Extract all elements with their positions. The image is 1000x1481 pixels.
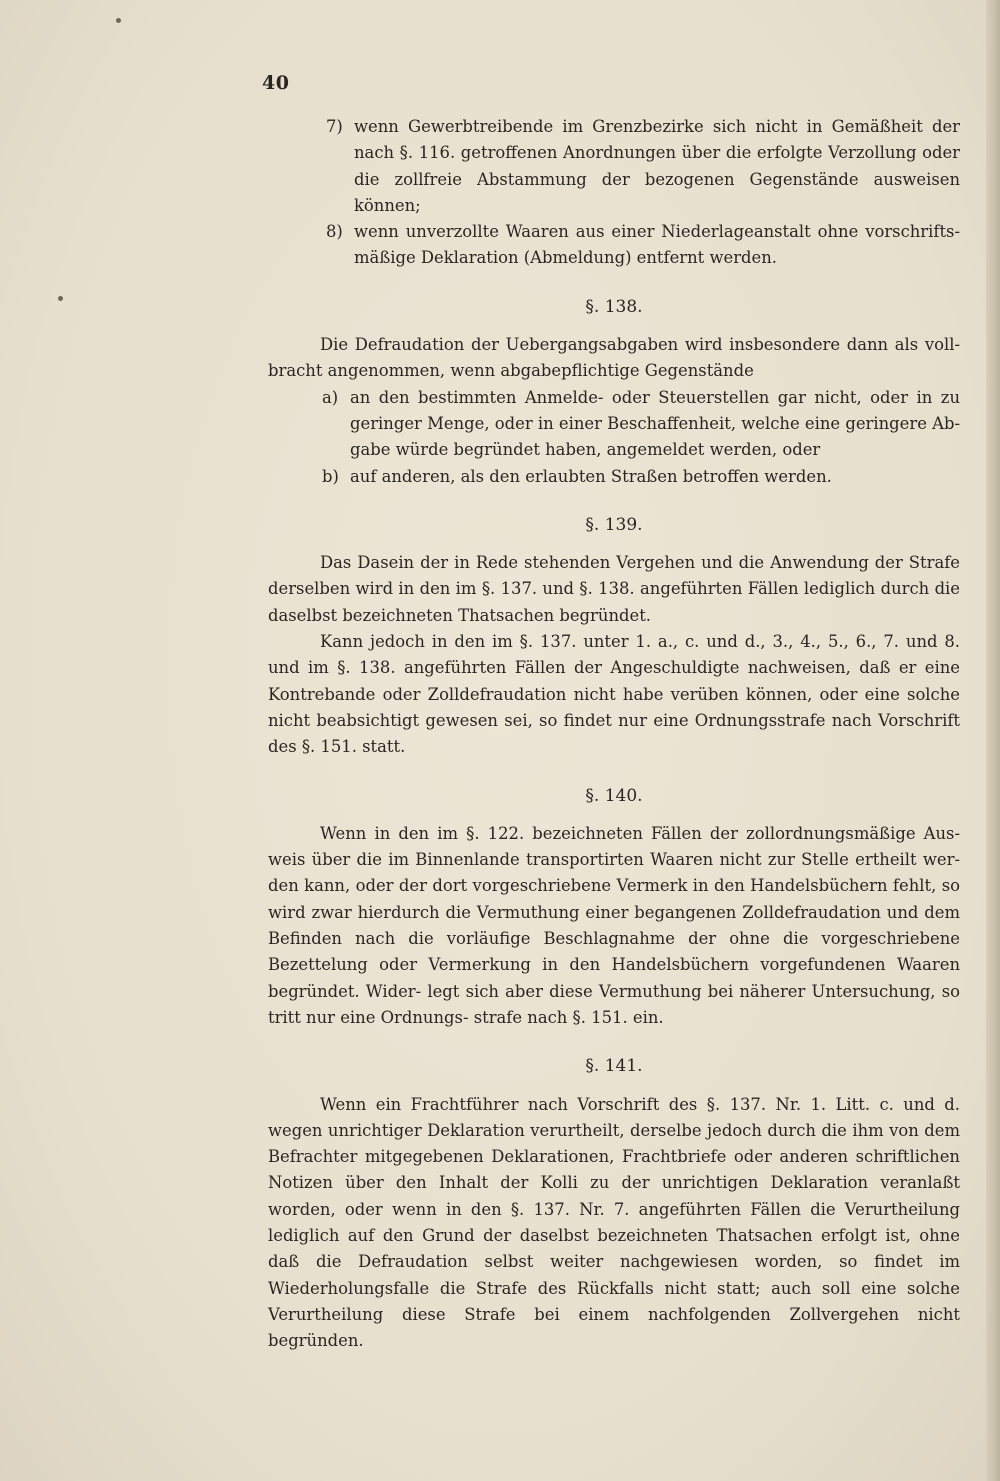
item-text: wenn unverzollte Waaren aus einer Niederlageanstalt ohne vorschrifts- mäßige Deklaration (Abmeldung) entfernt werden. [354, 222, 960, 268]
page-edge [986, 0, 1000, 1481]
list-item [268, 114, 960, 219]
item-text: auf anderen, als den erlaubten Straßen betroffen werden. [350, 466, 832, 486]
item-letter: b) [322, 466, 339, 486]
paragraph: Wenn ein Frachtführer nach Vorschrift des §. 137. Nr. 1. Litt. c. und d. wegen unrichtiger Deklaration verurtheilt, derselbe jedoch durch die ihm von dem Befrachter mitgegebenen Deklarationen, Frachtbriefe oder anderen schriftlichen Notizen über den Inhalt der Kolli zu der unrichtigen Deklaration veranlaßt worden, oder wenn in den §. 137. Nr. 7. angeführten Fällen die Verurtheilung lediglich auf den Grund der daselbst bezeichneten Thatsachen erfolgt ist, ohne daß die Defraudation selbst weiter nachgewiesen worden, so findet im Wiederholungsfalle die Strafe des Rückfalls nicht statt; auch soll eine solche Verurtheilung diese Strafe bei einem nachfolgenden Zollvergehen nicht begründen. [268, 1094, 960, 1351]
paragraph: Kann jedoch in den im §. 137. unter 1. a., c. und d., 3., 4., 5., 6., 7. und 8. und im §. 138. angeführten Fällen der Angeschuldigte nachweisen, daß er eine Kontrebande oder Zolldefraudation nicht habe verüben können, oder eine solche nicht beabsichtigt gewesen sei, so findet nur eine Ordnungsstrafe nach Vorschrift des §. 151. statt. [268, 632, 960, 757]
section-heading-139: §. 139. [585, 514, 643, 535]
list-item [268, 219, 960, 272]
item-number: 8) [326, 222, 343, 242]
paragraph: Die Defraudation der Uebergangsabgaben wird insbesondere dann als voll- bracht angenommen, wenn abgabepflichtige Gegenstände [268, 335, 960, 381]
page-body [268, 114, 960, 1354]
list-item [268, 385, 960, 464]
item-text: wenn Gewerbtreibende im Grenzbezirke sich nicht in Gemäßheit der nach §. 116. getroffenen Anordnungen über die erfolgte Verzollung oder die zollfreie Abstammung der bezogenen Gegenstände ausweisen können; [354, 117, 960, 215]
ink-speck [58, 296, 63, 301]
item-text: an den bestimmten Anmelde- oder Steuerstellen gar nicht, oder in zu geringer Menge, oder in einer Beschaffenheit, welche eine geringere Ab- gabe würde begründet haben, angemeldet werden, oder [350, 387, 960, 460]
item-letter: a) [322, 387, 339, 407]
paragraph: Wenn in den im §. 122. bezeichneten Fällen der zollordnungsmäßige Aus- weis über die im Binnenlande transportirten Waaren nicht zur Stelle ertheilt wer- den kann, oder der dort vorgeschriebene Vermerk in den Handelsbüchern fehlt, so wird zwar hierdurch die Vermuthung einer begangenen Zolldefraudation und dem Befinden nach die vorläufige Beschlagnahme der ohne die vorgeschriebene Bezettelung oder Vermerkung in den Handelsbüchern vorgefundenen Waaren begründet. Wider- legt sich aber diese Vermuthung bei näherer Untersuchung, so tritt nur eine Ordnungs- strafe nach §. 151. ein. [268, 823, 960, 1027]
section-heading-141: §. 141. [585, 1056, 643, 1077]
section-heading-138: §. 138. [585, 296, 643, 317]
item-number: 7) [326, 117, 343, 136]
paragraph: Das Dasein der in Rede stehenden Vergehen und die Anwendung der Strafe derselben wird in den im §. 137. und §. 138. angeführten Fällen lediglich durch die daselbst bezeichneten Thatsachen begründet. [268, 553, 960, 625]
section-heading-140: §. 140. [585, 785, 643, 806]
page-number: 40 [262, 72, 290, 94]
list-item [268, 464, 960, 490]
ink-speck [116, 18, 121, 23]
